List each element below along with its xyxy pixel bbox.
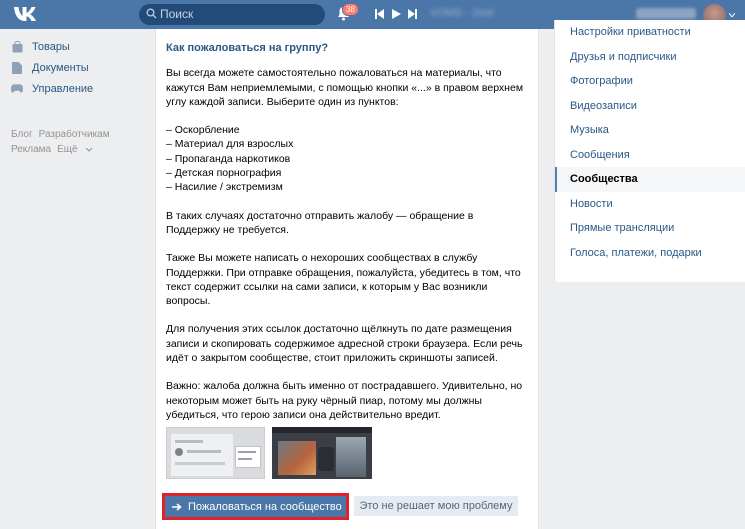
search-bar[interactable] — [139, 4, 325, 25]
chevron-down-icon[interactable] — [729, 13, 735, 17]
search-icon — [146, 8, 157, 19]
complaint-reasons-list — [166, 123, 526, 194]
bag-icon — [11, 41, 23, 53]
help-article — [166, 41, 526, 436]
article-title: Как пожаловаться на группу? — [166, 42, 329, 54]
sidebar-item-photos[interactable]: Фотографии — [570, 75, 633, 87]
screenshot-thumbnail[interactable] — [272, 427, 372, 479]
right-sidebar — [554, 20, 745, 282]
prev-track-icon[interactable] — [375, 9, 384, 19]
sidebar-item-friends[interactable]: Друзья и подписчики — [570, 50, 677, 63]
not-solved-button[interactable] — [354, 496, 518, 516]
document-icon — [11, 62, 23, 74]
notifications-badge: 38 — [342, 3, 359, 16]
sidebar-item-label: Документы — [32, 61, 89, 74]
sidebar-item-documents[interactable] — [11, 57, 93, 78]
sidebar-item-management[interactable] — [11, 78, 93, 99]
chevron-down-icon — [86, 148, 92, 152]
footer-link-ads[interactable]: Реклама — [11, 144, 52, 155]
list-item: – Оскорбление — [166, 124, 240, 137]
not-solved-button-label: Это не решает мою проблему — [359, 500, 513, 512]
sidebar-item-videos[interactable]: Видеозаписи — [570, 99, 637, 112]
list-item: – Материал для взрослых — [166, 138, 294, 151]
arrow-right-icon — [172, 503, 182, 511]
report-community-button[interactable] — [162, 493, 349, 520]
screenshot-thumbnail[interactable] — [166, 427, 265, 479]
sidebar-item-communities[interactable]: Сообщества — [555, 167, 745, 192]
footer-more-label: Ещё — [57, 144, 78, 155]
sidebar-item-live[interactable]: Прямые трансляции — [570, 222, 675, 234]
user-name[interactable] — [636, 8, 696, 19]
screenshot-thumbnails — [166, 427, 372, 479]
left-footer — [11, 127, 116, 157]
sidebar-item-label: Управление — [32, 82, 94, 95]
report-button-label: Пожаловаться на сообщество — [188, 500, 342, 513]
article-paragraph: Также Вы можете написать о нехороших сообществах в службу Поддержки. При отправке обращения, пожалуйста, убедитесь в том, что текст содержит ссылки на сами записи, к которым у Вас возникли вопросы. — [166, 252, 521, 308]
list-item: – Детская порнография — [166, 167, 282, 180]
list-item: – Пропаганда наркотиков — [166, 152, 291, 165]
article-paragraph: Вы всегда можете самостоятельно пожаловаться на материалы, что кажутся Вам неприемлемыми, с помощью кнопки «...» в правом верхнем углу каждой записи. Выберите один из пунктов: — [166, 67, 524, 108]
list-item: – Насилие / экстремизм — [166, 181, 283, 194]
audio-player — [375, 9, 421, 22]
article-paragraph: Важно: жалоба должна быть именно от пострадавшего. Удивительно, но некоторым может быть на руку чёрный пиар, потому мы должны убедиться, что герою записи она действительно вредит. — [166, 380, 523, 421]
article-paragraph: Для получения этих ссылок достаточно щёлкнуть по дате размещения записи и скопировать содержимое адресной строки браузера. Если речь идёт о закрытом сообществе, стоит приложить скриншоты записей. — [166, 323, 523, 365]
sidebar-item-label: Товары — [32, 40, 70, 53]
next-track-icon[interactable] — [408, 9, 417, 19]
sidebar-item-payments[interactable]: Голоса, платежи, подарки — [570, 246, 702, 259]
play-icon[interactable] — [392, 9, 401, 19]
sidebar-item-privacy[interactable]: Настройки приватности — [570, 26, 691, 38]
left-sidebar — [11, 36, 93, 99]
footer-link-more[interactable] — [57, 144, 92, 155]
sidebar-item-music[interactable]: Музыка — [570, 124, 609, 136]
sidebar-item-messages[interactable]: Сообщения — [570, 148, 630, 161]
search-placeholder: Поиск — [160, 7, 194, 21]
article-paragraph: В таких случаях достаточно отправить жалобу — обращение в Поддержку не требуется. — [166, 209, 474, 236]
footer-link-developers[interactable]: Разработчикам — [38, 129, 110, 140]
current-track[interactable]: VOMS - Zest — [430, 7, 494, 19]
sidebar-item-news[interactable]: Новости — [570, 197, 613, 210]
vk-logo-icon[interactable] — [13, 6, 39, 22]
sidebar-item-goods[interactable] — [11, 36, 93, 57]
gamepad-icon — [11, 84, 23, 93]
help-article-panel — [155, 29, 539, 529]
footer-link-blog[interactable]: Блог — [11, 129, 33, 140]
